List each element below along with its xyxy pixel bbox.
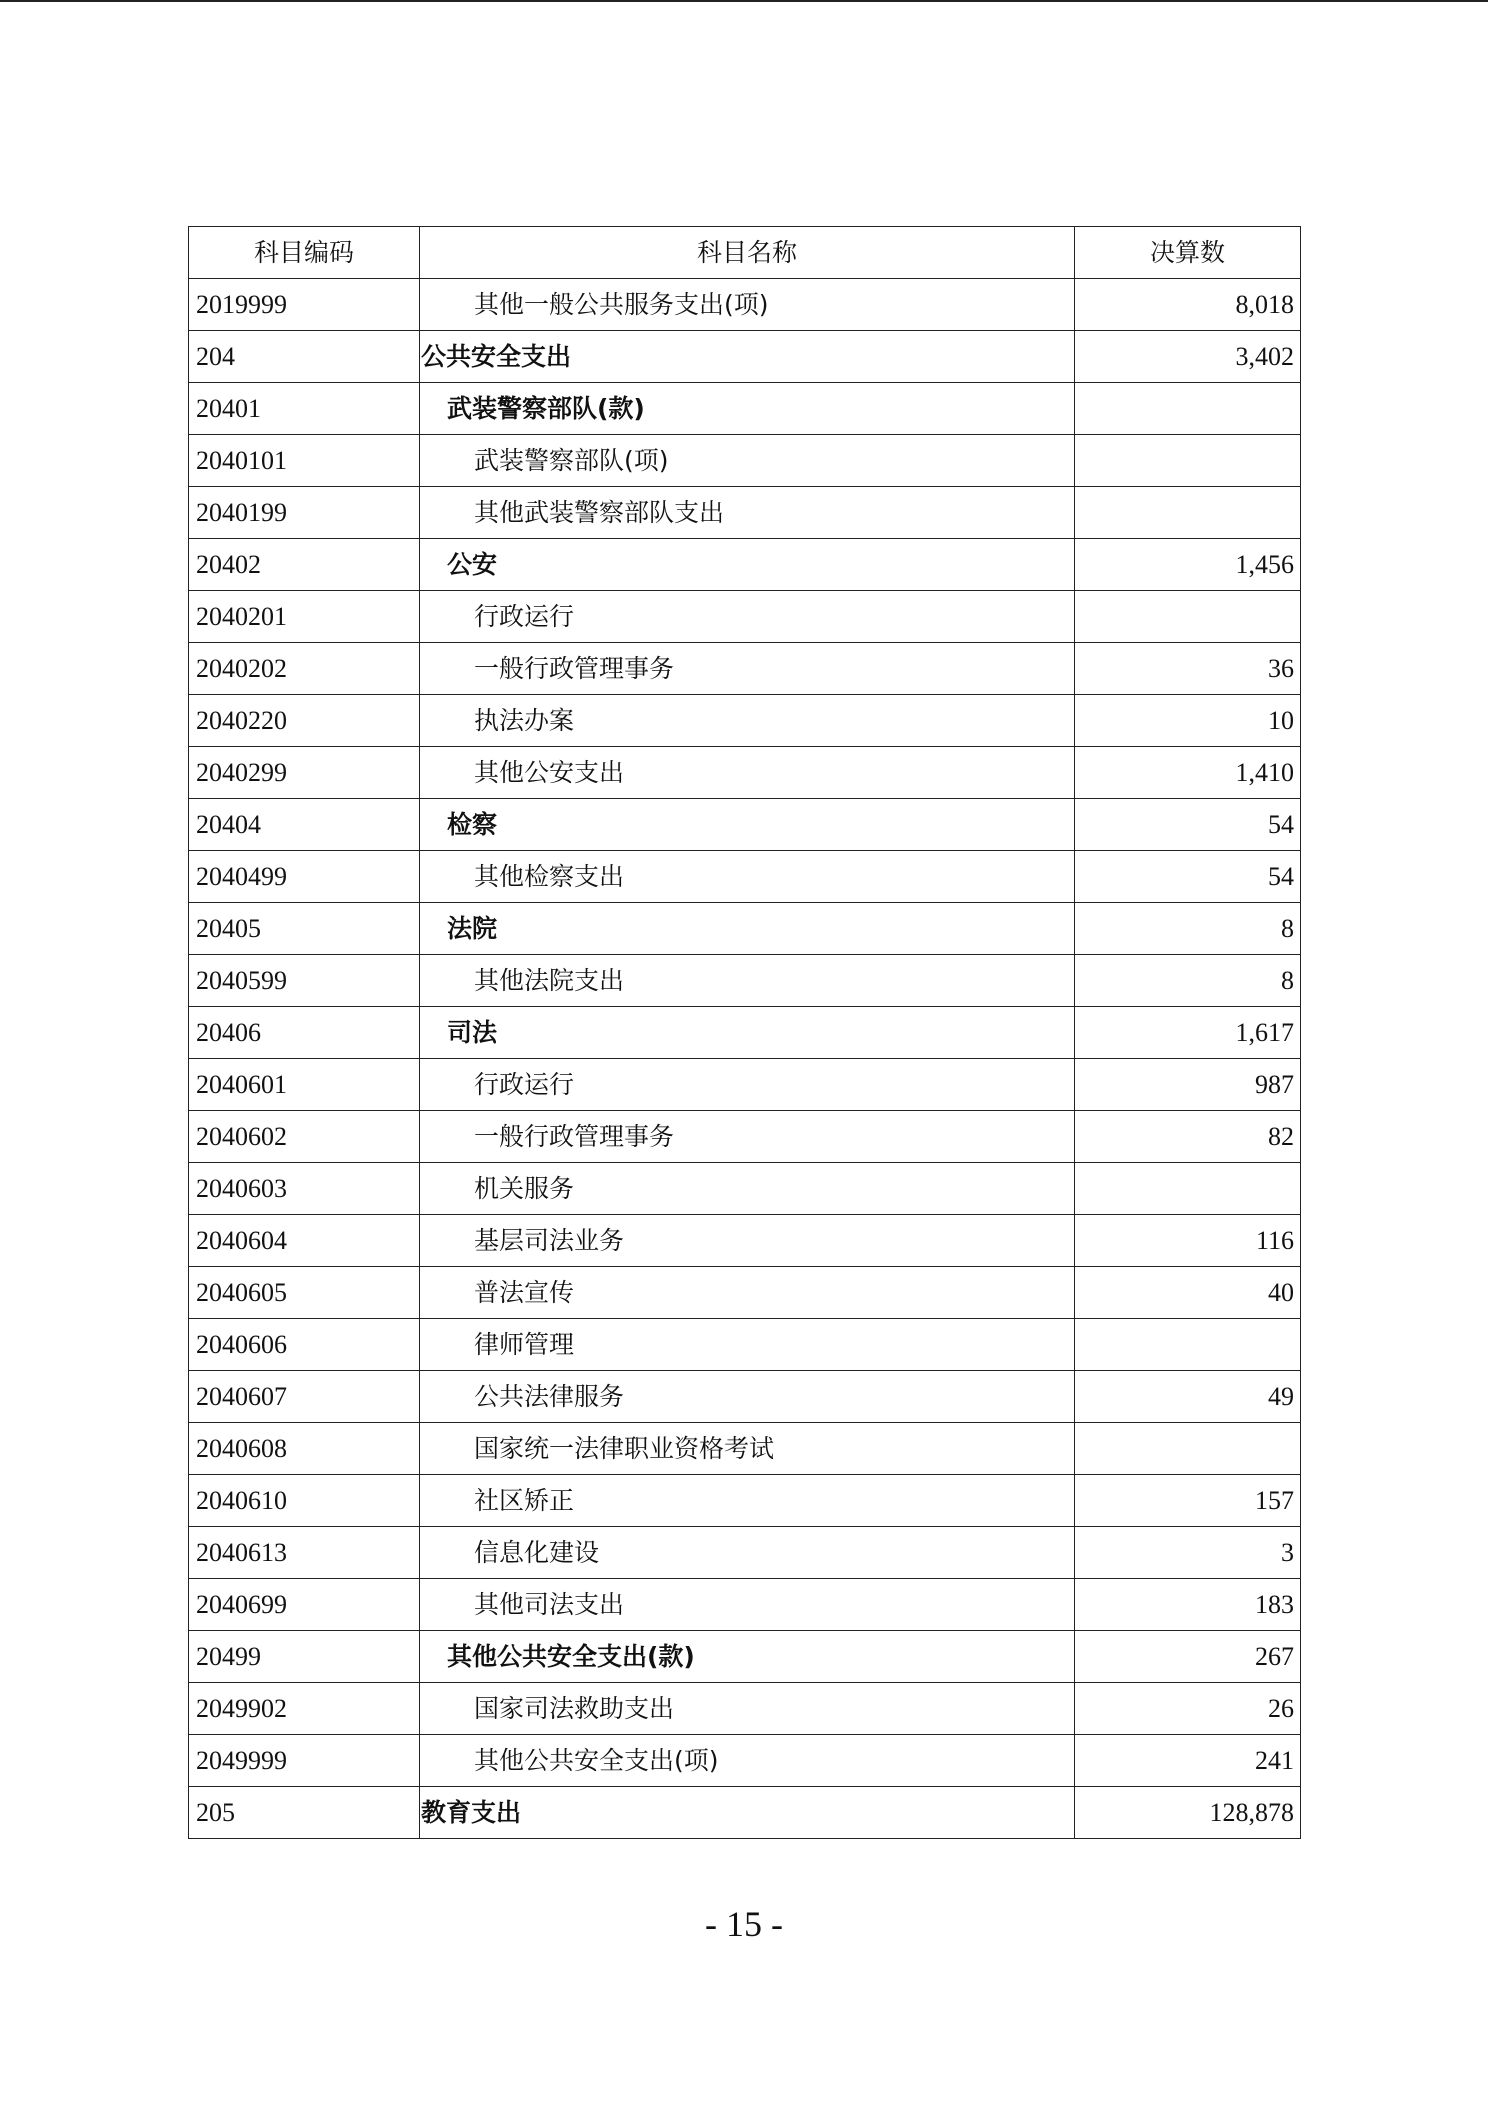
table-row [189,1579,1301,1631]
row-code: 2040606 [189,1319,420,1371]
header-name: 科目名称 [420,227,1075,279]
row-name: 机关服务 [420,1163,1075,1215]
row-name: 国家司法救助支出 [420,1683,1075,1735]
table-row [189,331,1301,383]
row-amount [1075,435,1301,487]
row-code: 2040608 [189,1423,420,1475]
table-row [189,435,1301,487]
table-row [189,383,1301,435]
table-row [189,1735,1301,1787]
row-amount: 267 [1075,1631,1301,1683]
table-row [189,1631,1301,1683]
row-code: 2040201 [189,591,420,643]
table-row [189,1319,1301,1371]
row-amount: 1,410 [1075,747,1301,799]
row-name: 其他司法支出 [420,1579,1075,1631]
row-name: 国家统一法律职业资格考试 [420,1423,1075,1475]
row-amount: 128,878 [1075,1787,1301,1839]
row-name: 武装警察部队(项) [420,435,1075,487]
row-amount: 987 [1075,1059,1301,1111]
row-name: 检察 [420,799,1075,851]
row-amount: 1,617 [1075,1007,1301,1059]
row-code: 2049902 [189,1683,420,1735]
table-row [189,1007,1301,1059]
row-code: 2040601 [189,1059,420,1111]
row-amount: 1,456 [1075,539,1301,591]
row-amount: 82 [1075,1111,1301,1163]
row-name: 其他公共安全支出(项) [420,1735,1075,1787]
row-name: 一般行政管理事务 [420,1111,1075,1163]
table-row [189,903,1301,955]
row-amount: 241 [1075,1735,1301,1787]
table-row [189,1059,1301,1111]
row-amount: 36 [1075,643,1301,695]
row-name: 行政运行 [420,1059,1075,1111]
table-row [189,1683,1301,1735]
table-row [189,1371,1301,1423]
row-name: 执法办案 [420,695,1075,747]
row-code: 2040202 [189,643,420,695]
row-name: 公共法律服务 [420,1371,1075,1423]
table-row [189,1267,1301,1319]
row-code: 2040602 [189,1111,420,1163]
row-amount: 26 [1075,1683,1301,1735]
row-code: 2040299 [189,747,420,799]
row-amount: 49 [1075,1371,1301,1423]
row-name: 其他一般公共服务支出(项) [420,279,1075,331]
table-row [189,1787,1301,1839]
row-code: 2040599 [189,955,420,1007]
row-code: 20406 [189,1007,420,1059]
row-code: 2040605 [189,1267,420,1319]
row-name: 公安 [420,539,1075,591]
row-amount: 8 [1075,903,1301,955]
row-amount: 3,402 [1075,331,1301,383]
header-code: 科目编码 [189,227,420,279]
table-header [189,227,1301,279]
header-amount: 决算数 [1075,227,1301,279]
table-row [189,539,1301,591]
row-amount [1075,1423,1301,1475]
table-row [189,799,1301,851]
table-row [189,1423,1301,1475]
table-row [189,1111,1301,1163]
row-code: 205 [189,1787,420,1839]
table-row [189,643,1301,695]
row-name: 其他公安支出 [420,747,1075,799]
row-amount [1075,1163,1301,1215]
row-name: 律师管理 [420,1319,1075,1371]
row-name: 公共安全支出 [420,331,1075,383]
row-amount: 10 [1075,695,1301,747]
row-amount: 183 [1075,1579,1301,1631]
table-row [189,591,1301,643]
row-name: 信息化建设 [420,1527,1075,1579]
row-amount: 157 [1075,1475,1301,1527]
row-code: 2049999 [189,1735,420,1787]
budget-table [188,226,1301,1839]
row-code: 2040607 [189,1371,420,1423]
row-code: 2040603 [189,1163,420,1215]
table-row [189,1475,1301,1527]
row-code: 20402 [189,539,420,591]
row-code: 20405 [189,903,420,955]
row-name: 普法宣传 [420,1267,1075,1319]
row-code: 2040101 [189,435,420,487]
table-row [189,1215,1301,1267]
row-amount: 54 [1075,799,1301,851]
table-row [189,695,1301,747]
row-code: 2040613 [189,1527,420,1579]
row-name: 其他公共安全支出(款) [420,1631,1075,1683]
row-code: 2040610 [189,1475,420,1527]
page-number: - 15 - [705,1904,783,1944]
row-name: 司法 [420,1007,1075,1059]
row-name: 社区矫正 [420,1475,1075,1527]
row-name: 其他检察支出 [420,851,1075,903]
table-row [189,487,1301,539]
row-code: 20401 [189,383,420,435]
row-name: 基层司法业务 [420,1215,1075,1267]
row-code: 2040699 [189,1579,420,1631]
row-amount: 116 [1075,1215,1301,1267]
row-amount [1075,487,1301,539]
row-amount: 8,018 [1075,279,1301,331]
top-border-line [0,0,1488,2]
row-amount: 3 [1075,1527,1301,1579]
row-amount: 8 [1075,955,1301,1007]
header-row [189,227,1301,279]
row-amount [1075,383,1301,435]
row-name: 行政运行 [420,591,1075,643]
row-name: 一般行政管理事务 [420,643,1075,695]
row-code: 204 [189,331,420,383]
row-amount [1075,591,1301,643]
row-code: 2040220 [189,695,420,747]
table-body [189,279,1301,1839]
table-row [189,1527,1301,1579]
row-code: 20499 [189,1631,420,1683]
row-name: 其他武装警察部队支出 [420,487,1075,539]
row-name: 教育支出 [420,1787,1075,1839]
table-row [189,851,1301,903]
row-code: 2040499 [189,851,420,903]
table-row [189,279,1301,331]
row-code: 20404 [189,799,420,851]
row-amount: 54 [1075,851,1301,903]
table-row [189,747,1301,799]
row-amount [1075,1319,1301,1371]
row-code: 2040199 [189,487,420,539]
table-row [189,955,1301,1007]
row-name: 武装警察部队(款) [420,383,1075,435]
row-amount: 40 [1075,1267,1301,1319]
row-code: 2040604 [189,1215,420,1267]
row-code: 2019999 [189,279,420,331]
row-name: 其他法院支出 [420,955,1075,1007]
row-name: 法院 [420,903,1075,955]
table-row [189,1163,1301,1215]
